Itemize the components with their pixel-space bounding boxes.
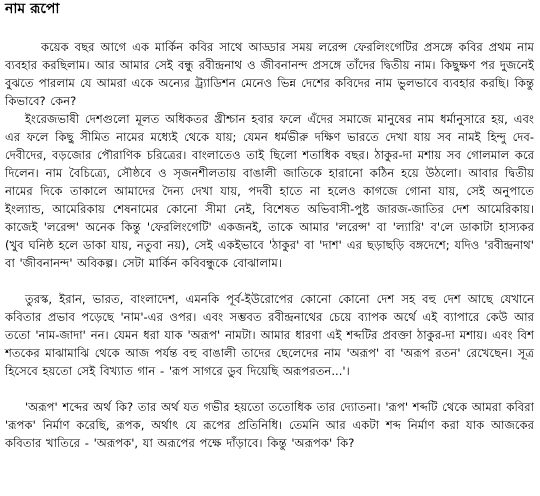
paragraph-2: ইংরেজভাষী দেশগুলো মূলত অধিকতর খ্রীশ্চান হবার ফলে এঁদের সমাজে মানুষের নাম ধর্মানুসারে হয়, এবং এর ফলে কিছু সীমিত নামের মধ্যেই থেকে যায়; যেমন ধর্মভীরু দক্ষিণ ভারতে দেখা যায় সব নামই হিন্দু দেব-দেবীদের, বড়জোর পৌরাণিক চরিত্রের। বাংলাতেও তাই ছিলো শতাধিক বছর। ঠাকুর-দা মশায় সব গোলমাল করে দিলেন। নাম বৈচিত্র্যে, সৌষ্ঠবে ও সৃজনশীলতায় বাঙালী জাতিকে হারানো কঠিন হয়ে উঠলো। আবার দ্বিতীয় নামের দিকে তাকালে আমাদের দৈন্য দেখা যায়, পদবী হাতে না হলেও কাগজে গোনা যায়, সেই অনুপাতে ইংল্যান্ড, আমেরিকায় শেষনামের কোনো সীমা নেই, বিশেষত অভিবাসী-পুষ্ট জারজ-জাতির দেশ আমেরিকায়। কাজেই 'লরেন্স' অনেক কিন্তু 'ফেরলিংগেটি' একজনই, তাকে আমার 'লরেন্স' বা 'ল্যারি' ব'লে ডাকাটা হাস্যকর (খুব ঘনিষ্ঠ হলে ডাকা যায়, নতুবা নয়), সেই একইভাবে 'ঠাকুর' বা 'দাশ' এর ছড়াছড়ি বঙ্গদেশে; যদিও 'রবীন্দ্রনাথ' বা 'জীবনানন্দ' অবিকল্প। সেটা মার্কিন কবিবন্ধুকে বোঝালাম। <box>5 112 534 270</box>
document-title: নাম রূপো <box>5 1 60 17</box>
paragraph-1: কয়েক বছর আগে এক মার্কিন কবির সাথে আড্ডার সময় লরেন্স ফেরলিংগেটির প্রসঙ্গে কবির প্রথম নাম ব্যবহার করছিলাম। আর আমার সেই বন্ধু রবীন্দ্রনাথ ও জীবনানন্দ প্রসঙ্গে তাঁদের দ্বিতীয় নাম। কিছুক্ষণ পর দুজনেই বুঝতে পারলাম যে আমরা একে অন্যের ট্র্যাডিশন মেনেও ভিন্ন দেশের কবিদের নাম ভুলভাবে ব্যবহার করছি। কিন্তু কিভাবে? কেন? <box>5 40 534 108</box>
paragraph-4: 'অরূপ' শব্দের অর্থ কি? তার অর্থ যত গভীর হয়তো ততোধিক তার দ্যোতনা। 'রূপ' শব্দটি থেকে আমরা কবিরা 'রূপক' নির্মাণ করেছি, রূপক, অর্থাৎ যে রূপের প্রতিনিধি। তেমনি আর একটা শব্দ নির্মাণ করা যাক আজকের কবিতার খাতিরে - 'অরূপক', যা অরূপের পক্ষে দাঁড়াবে। কিন্তু 'অরূপক' কি? <box>5 400 534 450</box>
paragraph-3: তুরস্ক, ইরান, ভারত, বাংলাদেশ, এমনকি পূর্ব-ইউরোপের কোনো কোনো দেশ সহ বহু দেশ আছে যেখানে কবিতার প্রভাব পড়েছে 'নাম'-এর ওপর। এবং সম্ভবত রবীন্দ্রনাথের চেয়ে ব্যাপক অর্থে এই ব্যাপারে কেউ আর ততো 'নাম-জাদা' নন। যেমন ধরা যাক 'অরূপ' নামটা। আমার ধারণা এই শব্দটির প্রবক্তা ঠাকুর-দা মশায়। এবং বিশ শতকের মাঝামাঝি থেকে আজ পর্যন্ত বহু বাঙালী তাদের ছেলেদের নাম 'অরূপ' বা 'অরূপ রতন' রেখেছেন। সূত্র হিসেবে হয়তো সেই বিখ্যাত গান - 'রূপ সাগরে ডুব দিয়েছি অরূপরতন...'। <box>5 292 534 378</box>
